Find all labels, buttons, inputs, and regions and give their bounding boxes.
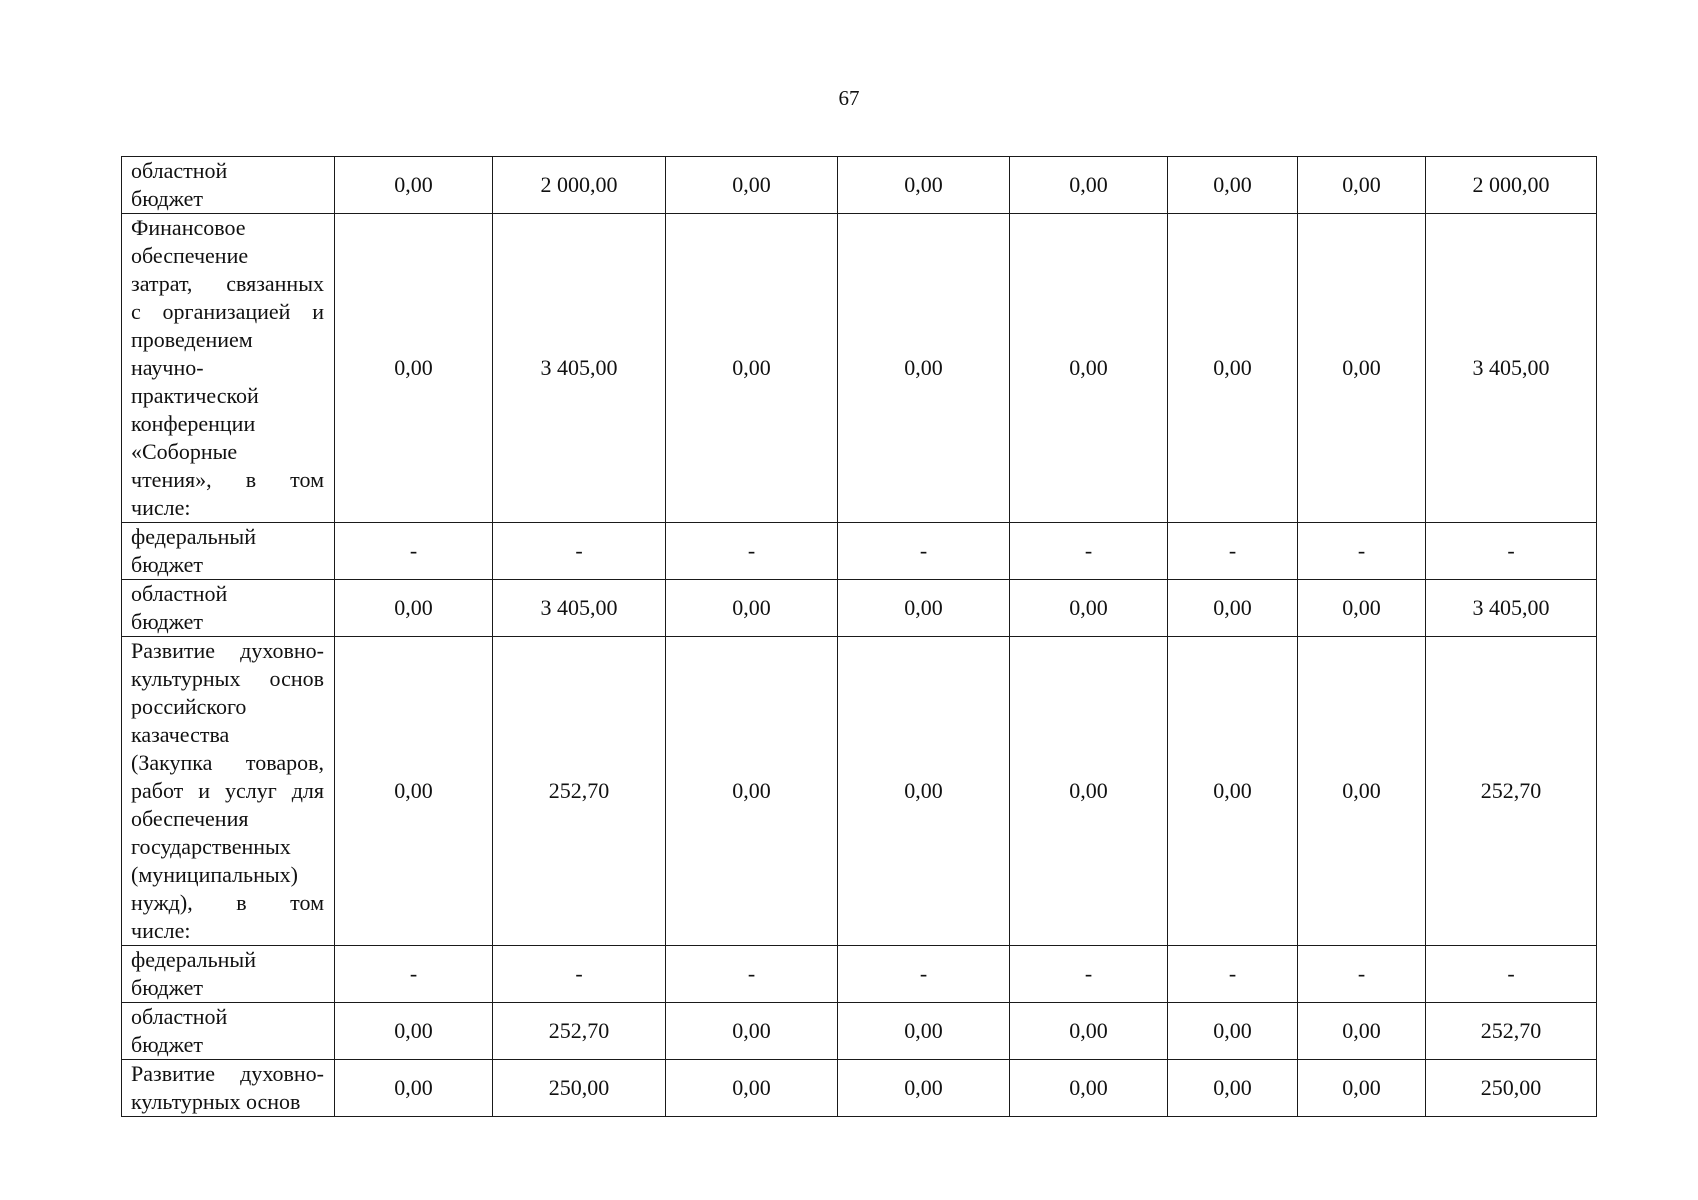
value-cell: 250,00 xyxy=(493,1060,666,1117)
value-cell: - xyxy=(1298,523,1426,580)
row-label-line: бюджет xyxy=(131,609,203,634)
value-cell: - xyxy=(1168,523,1298,580)
value-cell: 0,00 xyxy=(838,1003,1010,1060)
value-cell: 0,00 xyxy=(666,157,838,214)
value-cell: 0,00 xyxy=(1010,1003,1168,1060)
row-label-line: бюджет xyxy=(131,1032,203,1057)
table-row xyxy=(122,946,1597,1003)
value-cell: 0,00 xyxy=(666,1060,838,1117)
value-cell: 0,00 xyxy=(335,157,493,214)
value-cell: 2 000,00 xyxy=(1426,157,1597,214)
value-cell: 0,00 xyxy=(838,1060,1010,1117)
value-cell: 0,00 xyxy=(1010,157,1168,214)
row-label-line: культурных основ xyxy=(131,666,324,691)
row-label-line: обеспечения xyxy=(131,806,249,831)
value-cell: 0,00 xyxy=(1168,1003,1298,1060)
row-label-line: федеральный xyxy=(131,947,256,972)
value-cell: - xyxy=(1010,523,1168,580)
table-row xyxy=(122,523,1597,580)
value-cell: 0,00 xyxy=(335,1003,493,1060)
value-cell: - xyxy=(838,946,1010,1003)
value-cell: 0,00 xyxy=(666,637,838,946)
value-cell: - xyxy=(1298,946,1426,1003)
row-label-line: обеспечение xyxy=(131,243,249,268)
value-cell: - xyxy=(1168,946,1298,1003)
value-cell: 252,70 xyxy=(1426,1003,1597,1060)
value-cell: 0,00 xyxy=(666,580,838,637)
table-body xyxy=(122,157,1597,1117)
value-cell: - xyxy=(838,523,1010,580)
row-label-line: научно- xyxy=(131,355,204,380)
row-label-cell xyxy=(122,580,335,637)
row-label xyxy=(131,1003,324,1059)
row-label-cell xyxy=(122,523,335,580)
value-cell: 0,00 xyxy=(1168,580,1298,637)
row-label-line: казачества xyxy=(131,722,230,747)
row-label-cell xyxy=(122,946,335,1003)
value-cell: 0,00 xyxy=(335,637,493,946)
row-label-line: затрат, связанных xyxy=(131,271,324,296)
row-label-line: областной xyxy=(131,158,228,183)
row-label-line: Развитие духовно- xyxy=(131,638,324,663)
row-label xyxy=(131,214,324,522)
row-label-cell xyxy=(122,1060,335,1117)
row-label-cell xyxy=(122,157,335,214)
value-cell: 2 000,00 xyxy=(493,157,666,214)
value-cell: 3 405,00 xyxy=(493,580,666,637)
value-cell: 0,00 xyxy=(335,214,493,523)
table-row xyxy=(122,1003,1597,1060)
row-label xyxy=(131,523,324,579)
table-row xyxy=(122,1060,1597,1117)
budget-table xyxy=(121,156,1597,1117)
row-label-line: (муниципальных) xyxy=(131,862,298,887)
value-cell: 0,00 xyxy=(1010,580,1168,637)
value-cell: - xyxy=(666,523,838,580)
value-cell: 250,00 xyxy=(1426,1060,1597,1117)
table-row xyxy=(122,214,1597,523)
table-row xyxy=(122,157,1597,214)
row-label-line: бюджет xyxy=(131,552,203,577)
value-cell: 0,00 xyxy=(1168,637,1298,946)
value-cell: - xyxy=(666,946,838,1003)
value-cell: 0,00 xyxy=(335,580,493,637)
row-label-line: культурных основ xyxy=(131,1089,301,1114)
page-number: 67 xyxy=(838,86,860,110)
row-label xyxy=(131,637,324,945)
value-cell: 0,00 xyxy=(838,157,1010,214)
row-label-cell xyxy=(122,637,335,946)
row-label-line: федеральный xyxy=(131,524,256,549)
row-label-line: чтения», в том xyxy=(131,467,324,492)
value-cell: 0,00 xyxy=(838,580,1010,637)
row-label-line: практической xyxy=(131,383,259,408)
value-cell: 0,00 xyxy=(1298,1003,1426,1060)
row-label-line: бюджет xyxy=(131,975,203,1000)
value-cell: 0,00 xyxy=(1010,637,1168,946)
row-label-line: (Закупка товаров, xyxy=(131,750,324,775)
value-cell: 252,70 xyxy=(493,637,666,946)
value-cell: - xyxy=(493,946,666,1003)
value-cell: - xyxy=(335,523,493,580)
value-cell: - xyxy=(493,523,666,580)
value-cell: 0,00 xyxy=(1168,214,1298,523)
row-label xyxy=(131,1060,324,1116)
table-row xyxy=(122,637,1597,946)
row-label xyxy=(131,580,324,636)
row-label-line: областной xyxy=(131,1004,228,1029)
value-cell: 252,70 xyxy=(1426,637,1597,946)
row-label-line: «Соборные xyxy=(131,439,238,464)
row-label-line: областной xyxy=(131,581,228,606)
row-label-cell xyxy=(122,214,335,523)
value-cell: 0,00 xyxy=(1168,157,1298,214)
row-label-cell xyxy=(122,1003,335,1060)
row-label-line: нужд), в том xyxy=(131,890,324,915)
value-cell: 3 405,00 xyxy=(493,214,666,523)
value-cell: 0,00 xyxy=(335,1060,493,1117)
value-cell: - xyxy=(1426,946,1597,1003)
row-label-line: работ и услуг для xyxy=(131,778,324,803)
value-cell: 0,00 xyxy=(1298,1060,1426,1117)
value-cell: 0,00 xyxy=(838,637,1010,946)
row-label xyxy=(131,157,324,213)
row-label-line: Финансовое xyxy=(131,215,246,240)
row-label-line: с организацией и xyxy=(131,299,324,324)
value-cell: - xyxy=(1010,946,1168,1003)
value-cell: - xyxy=(1426,523,1597,580)
row-label xyxy=(131,946,324,1002)
value-cell: 252,70 xyxy=(493,1003,666,1060)
row-label-line: Развитие духовно- xyxy=(131,1061,324,1086)
row-label-line: бюджет xyxy=(131,186,203,211)
row-label-line: российского xyxy=(131,694,247,719)
value-cell: 0,00 xyxy=(666,1003,838,1060)
value-cell: 3 405,00 xyxy=(1426,580,1597,637)
value-cell: 0,00 xyxy=(1298,157,1426,214)
value-cell: 0,00 xyxy=(1298,637,1426,946)
row-label-line: государственных xyxy=(131,834,291,859)
value-cell: 0,00 xyxy=(1010,214,1168,523)
row-label-line: числе: xyxy=(131,495,191,520)
value-cell: 3 405,00 xyxy=(1426,214,1597,523)
value-cell: 0,00 xyxy=(1010,1060,1168,1117)
value-cell: - xyxy=(335,946,493,1003)
value-cell: 0,00 xyxy=(1298,214,1426,523)
row-label-line: проведением xyxy=(131,327,253,352)
value-cell: 0,00 xyxy=(666,214,838,523)
row-label-line: конференции xyxy=(131,411,256,436)
table-row xyxy=(122,580,1597,637)
row-label-line: числе: xyxy=(131,918,191,943)
value-cell: 0,00 xyxy=(838,214,1010,523)
value-cell: 0,00 xyxy=(1168,1060,1298,1117)
value-cell: 0,00 xyxy=(1298,580,1426,637)
